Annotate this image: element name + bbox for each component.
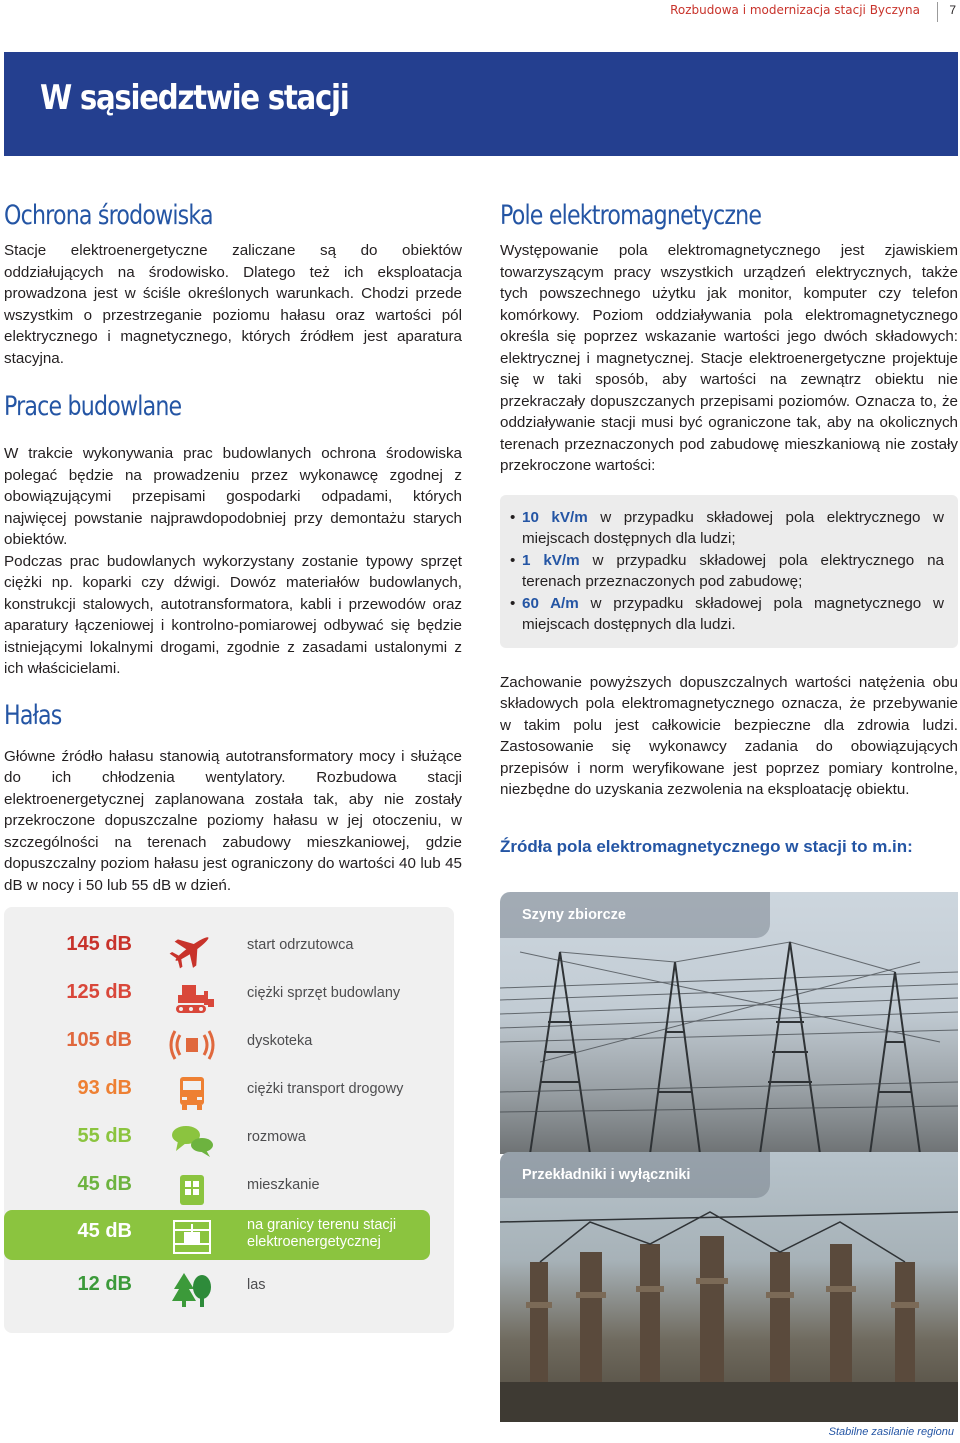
noise-source-label: rozmowa [247, 1129, 306, 1145]
house-icon [168, 1169, 216, 1209]
right-column [500, 196, 958, 857]
noise-row-heavy-equipment [4, 971, 430, 1019]
noise-source-label: mieszkanie [247, 1177, 320, 1193]
noise-row-forest [4, 1263, 430, 1311]
noise-row-jet [4, 923, 430, 971]
limit-text: w przypadku składowej pola elektrycznego na terenach przeznaczonych pod zabudowę; [522, 551, 944, 590]
limit-text: w przypadku składowej pola magnetycznego w miejscach dostępnych dla ludzi. [522, 594, 944, 633]
noise-row-home [4, 1163, 430, 1211]
noise-source-label: ciężki transport drogowy [247, 1081, 404, 1097]
bulldozer-icon [168, 977, 216, 1017]
noise-level: 45 dB [77, 1220, 132, 1242]
heading-environment: Ochrona środowiska [4, 200, 213, 231]
photo-caption-busbars: Szyny zbiorcze [500, 892, 770, 938]
noise-level: 45 dB [77, 1173, 132, 1195]
construction-text-1: W trakcie wykonywania prac budowlanych ochrona środowiska polegać będzie na prowadzeniu przez wykonawcę zgodnej z obowiązującymi przepisami gospodarki odpadami, których najwięcej powstanie najprawdopodobniej przy demontażu starych obiektów. [4, 445, 462, 548]
noise-row-truck [4, 1067, 430, 1115]
bullet-icon: • [510, 551, 516, 569]
construction-text-2: Podczas prac budowlanych wykorzystany zostanie typowy sprzęt ciężki np. koparki czy dźwigi. Dowóz materiałów budowlanych, konstrukcji stalowych, autotransformatora, kabli i przewodów oraz aparatury łączeniowej i kontrolno-pomiarowej odbywać się będzie istniejącymi lokalnymi drogami, zgodnie z zasadami ustalonymi z ich właścicielami. [4, 552, 462, 677]
em-conclusion-text: Zachowanie powyższych dopuszczalnych wartości natężenia obu składowych pola elektromagnetycznego oznacza, że przebywanie w takim polu jest całkowicie bezpieczne dla zdrowia ludzi. Zastosowanie się wykonawcy zadania do obowiązujących przepisów i norm weryfikowane jest poprzez pomiary kontrolne, niezbędne do uzyskania zezwolenia na eksploatację obiektu. [500, 673, 958, 798]
noise-source-label-line1: na granicy terenu stacji [247, 1217, 397, 1233]
title-banner [4, 52, 958, 156]
airplane-icon [168, 929, 216, 969]
trees-icon [168, 1269, 216, 1309]
noise-text: Główne źródło hałasu stanowią autotransformatory mocy i służące do ich chłodzenia wentylatory. Rozbudowa stacji elektroenergetycznej zaplanowana została tak, aby nie zostały przekroczone dopuszczalne poziomy hałasu w jej otoczeniu, w szczególności na terenach zabudowy mieszkaniowej, gdzie dopuszczalny poziom hałasu jest ograniczony do wartości 40 lub 45 dB w nocy i 50 lub 55 dB w dzień. [4, 747, 462, 894]
noise-source-label: dyskoteka [247, 1033, 313, 1049]
noise-level: 12 dB [77, 1273, 132, 1295]
running-header-title: Rozbudowa i modernizacja stacji Byczyna [670, 3, 920, 17]
substation-icon [168, 1216, 216, 1256]
speech-bubbles-icon [168, 1121, 216, 1161]
em-field-text: Występowanie pola elektromagnetycznego jest zjawiskiem towarzyszącym pracy wszystkich urządzeń elektrycznych, także tych powszechnego użytku jak monitor, komputer czy telefon komórkowy. Poziom oddziaływania pola elektromagnetycznego określa się poprzez wskazanie wartości jego dwóch składowych: elektrycznej i magnetycznej. Stacje elektroenergetyczne projektuje się w taki sposób, aby wartości na zewnątrz obiektu nie przekraczały dopuszczanych przepisami poziomów. Oznacza to, że oddziaływanie stacji musi być ograniczone tak, aby na okolicznych terenach przeznaczonych pod zabudowę mieszkaniową nie zostały przekroczone wartości: [500, 242, 958, 474]
noise-source-label [247, 1217, 396, 1251]
noise-scale-panel [4, 907, 454, 1333]
limit-value: 1 kV/m [522, 551, 580, 569]
transformers-photo [500, 1152, 958, 1422]
noise-level: 125 dB [66, 981, 132, 1003]
limit-value: 60 A/m [522, 594, 579, 612]
heading-construction: Prace budowlane [4, 391, 182, 422]
header-divider [937, 2, 938, 22]
footer-slogan: Stabilne zasilanie regionu [828, 1426, 954, 1438]
page-number: 7 [949, 3, 956, 17]
photo-caption-transformers: Przekładniki i wyłączniki [500, 1152, 770, 1198]
noise-level: 93 dB [77, 1077, 132, 1099]
loudspeaker-icon [168, 1025, 216, 1065]
page-title: W sąsiedztwie stacji [40, 78, 349, 118]
busbars-photo [500, 892, 958, 1154]
em-limits-list [506, 507, 944, 636]
truck-icon [168, 1073, 216, 1113]
heading-electromagnetic-field: Pole elektromagnetyczne [500, 200, 762, 231]
limit-value: 10 kV/m [522, 508, 588, 526]
running-header [0, 0, 960, 24]
noise-source-label: start odrzutowca [247, 937, 354, 953]
noise-source-label-line2: elektroenergetycznej [247, 1234, 381, 1250]
noise-level: 105 dB [66, 1029, 132, 1051]
em-sources-heading: Źródła pola elektromagnetycznego w stacji to m.in: [500, 836, 913, 856]
bullet-icon: • [510, 594, 516, 612]
list-item [506, 507, 944, 550]
list-item [506, 550, 944, 593]
heading-noise: Hałas [4, 699, 62, 731]
em-limits-box [500, 495, 958, 648]
noise-source-label: ciężki sprzęt budowlany [247, 985, 401, 1001]
noise-source-label: las [247, 1277, 266, 1293]
noise-level: 145 dB [66, 933, 132, 955]
left-column [4, 196, 462, 896]
limit-text: w przypadku składowej pola elektrycznego w miejscach dostępnych dla ludzi; [522, 508, 944, 547]
environment-text: Stacje elektroenergetyczne zaliczane są do obiektów oddziałujących na środowisko. Dlatego też ich eksploatacja prowadzona jest w ściśle określonych warunkach. Chodzi przede wszystkim o przestrzeganie poziomu hałasu oraz wartości pól elektrycznego i magnetycznego, których źródłem jest aparatura stacyjna. [4, 242, 462, 367]
bullet-icon: • [510, 508, 516, 526]
noise-row-disco [4, 1019, 430, 1067]
list-item [506, 593, 944, 636]
noise-row-conversation [4, 1115, 430, 1163]
noise-row-station-boundary [4, 1210, 430, 1260]
noise-level: 55 dB [77, 1125, 132, 1147]
